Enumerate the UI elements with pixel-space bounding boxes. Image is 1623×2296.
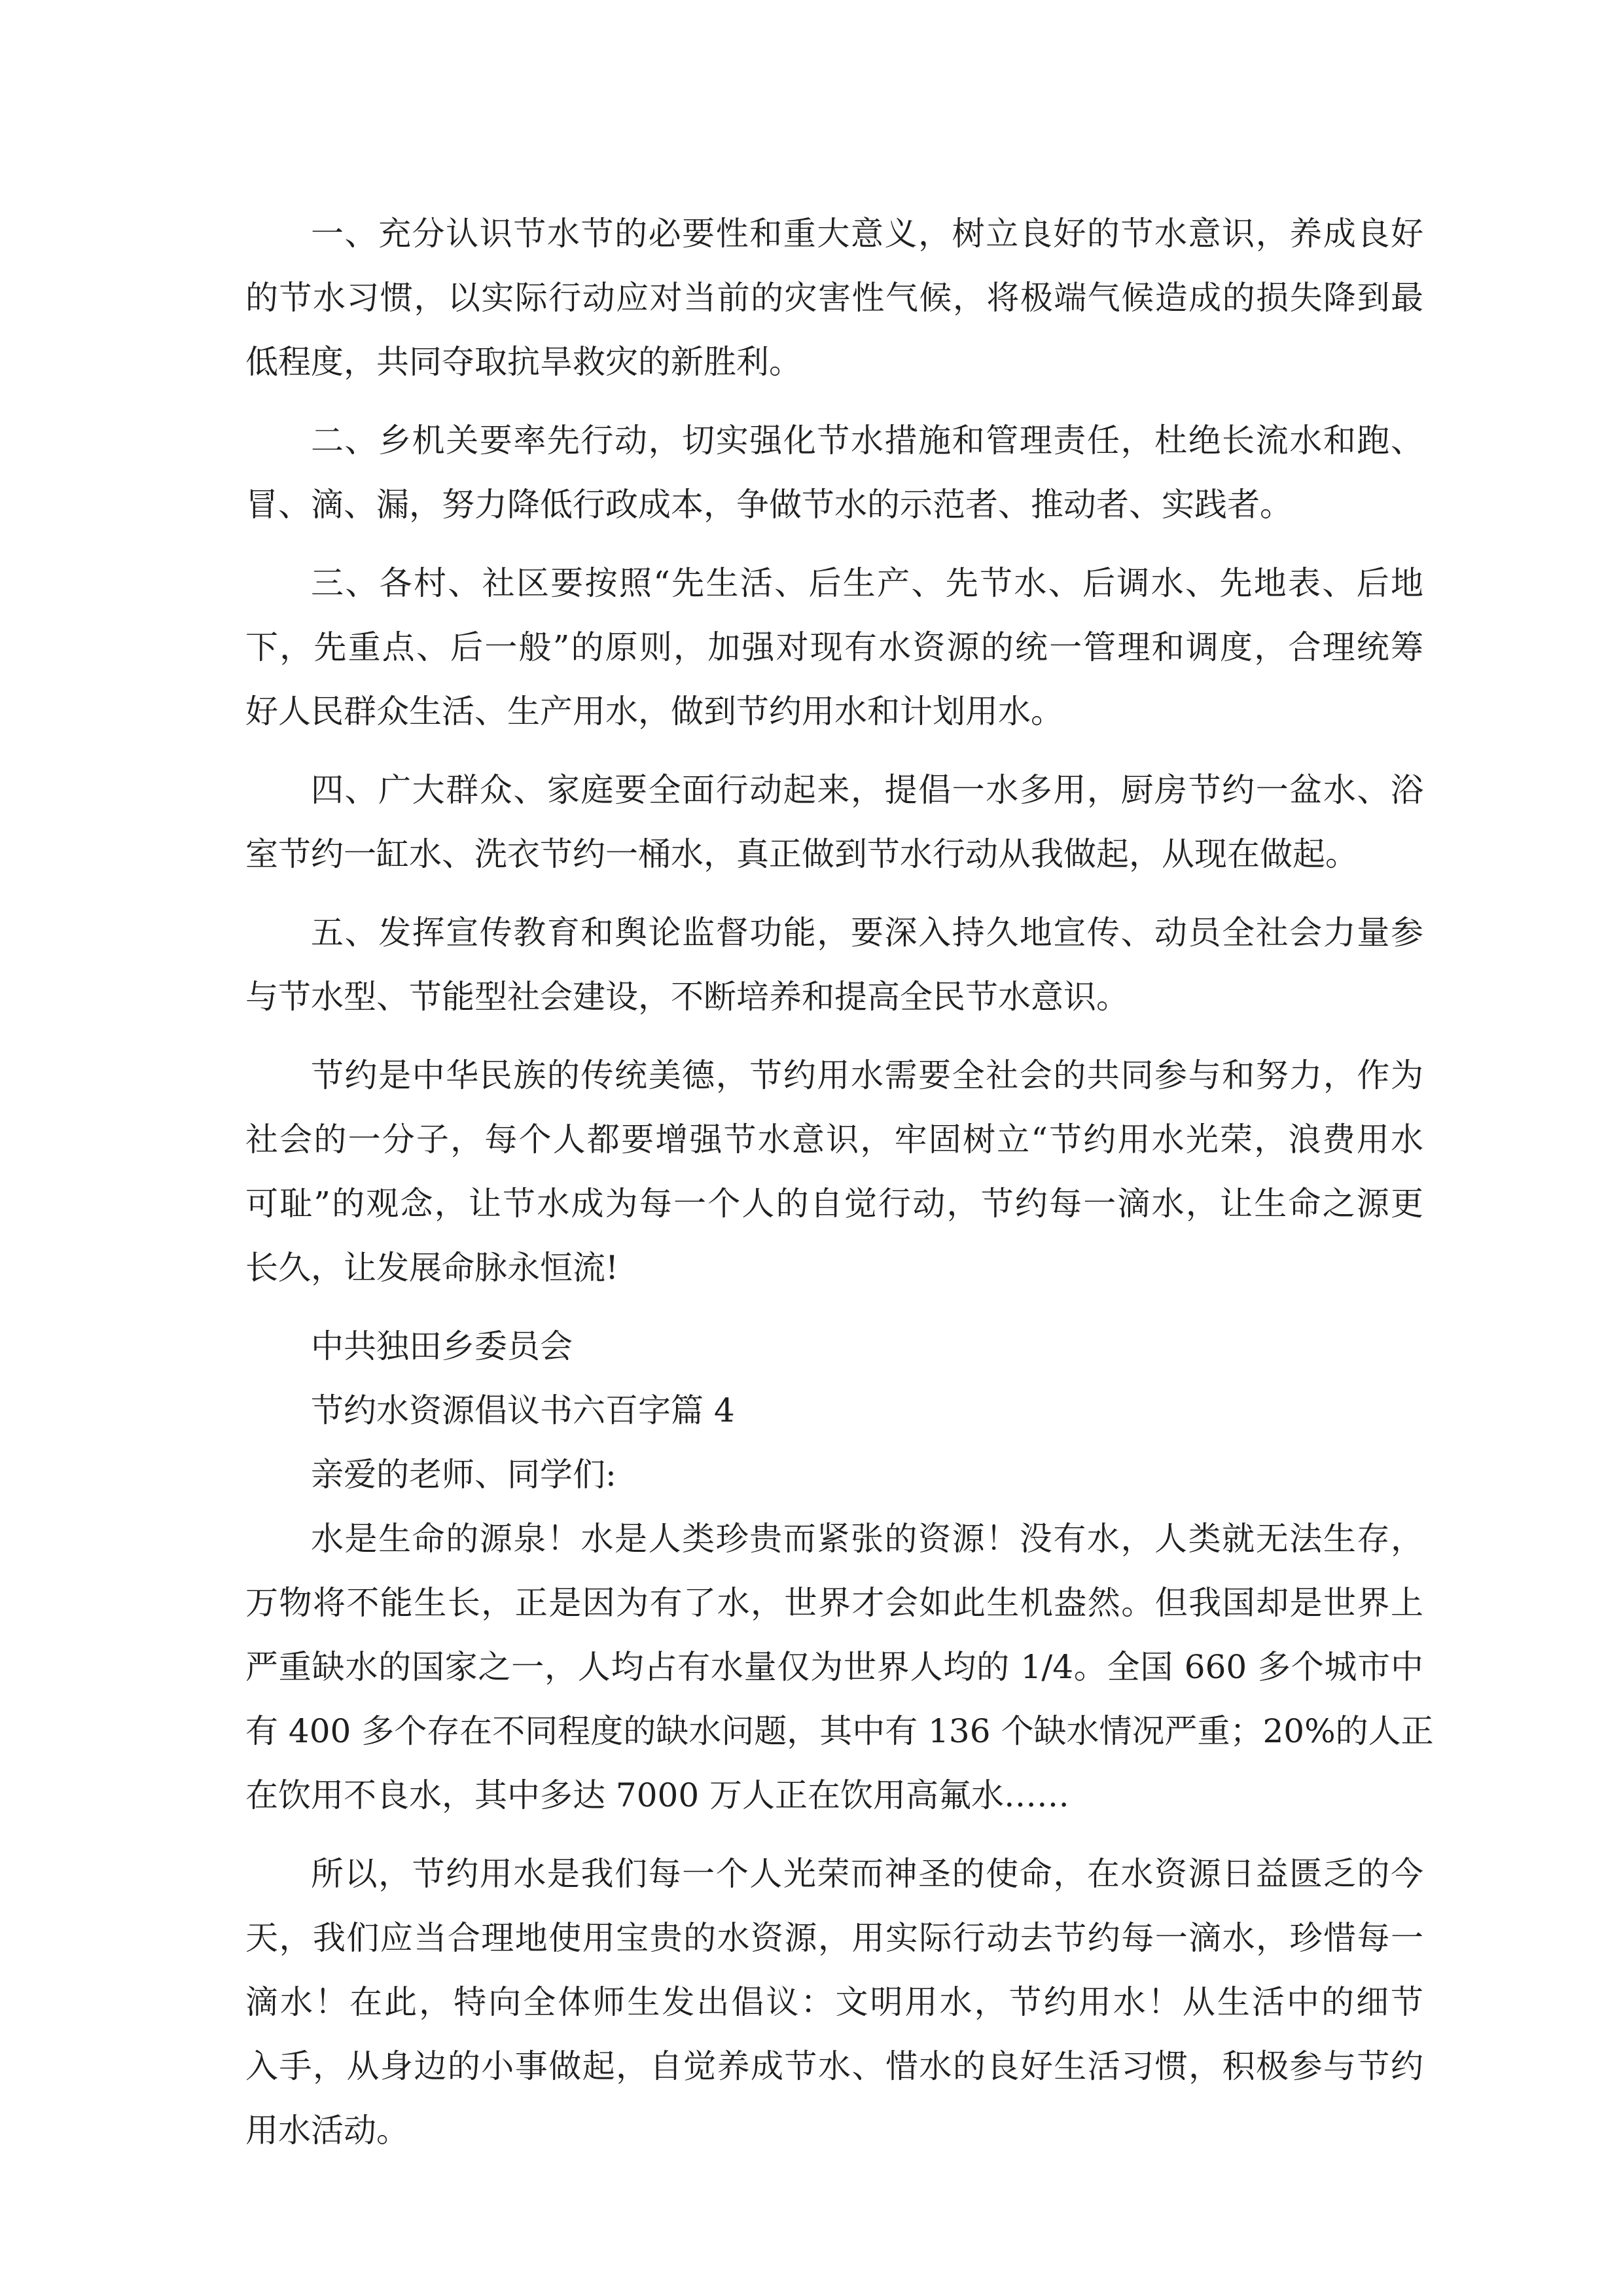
paragraph-line: 节约是中华民族的传统美德，节约用水需要全社会的共同参与和努力，作为 bbox=[311, 1056, 1423, 1094]
paragraph-line: 的节水习惯，以实际行动应对当前的灾害性气候，将极端气候造成的损失降到最 bbox=[245, 279, 1423, 317]
paragraph-7 bbox=[245, 1507, 1434, 1827]
paragraph-line: 在饮用不良水，其中多达 7000 万人正在饮用高氟水…… bbox=[245, 1776, 1070, 1814]
paragraph-line: 严重缺水的国家之一，人均占有水量仅为世界人均的 1/4。全国 660 多个城市中 bbox=[245, 1648, 1423, 1686]
paragraph-1 bbox=[245, 202, 1423, 394]
paragraph-line: 万物将不能生长，正是因为有了水，世界才会如此生机盎然。但我国却是世界上 bbox=[245, 1584, 1423, 1622]
paragraph-line: 用水活动。 bbox=[245, 2111, 409, 2149]
organization-signature bbox=[245, 1314, 1423, 1378]
section-title: 节约水资源倡议书六百字篇 4 bbox=[311, 1391, 735, 1429]
paragraph-line: 可耻”的观念，让节水成为每一个人的自觉行动，节约每一滴水，让生命之源更 bbox=[245, 1185, 1423, 1223]
paragraph-line: 天，我们应当合理地使用宝贵的水资源，用实际行动去节约每一滴水，珍惜每一 bbox=[245, 1919, 1423, 1957]
paragraph-line: 冒、滴、漏，努力降低行政成本，争做节水的示范者、推动者、实践者。 bbox=[245, 486, 1293, 524]
paragraph-line: 低程度，共同夺取抗旱救灾的新胜利。 bbox=[245, 343, 802, 381]
section-heading bbox=[245, 1378, 1423, 1443]
paragraph-line: 下，先重点、后一般”的原则，加强对现有水资源的统一管理和调度，合理统筹 bbox=[245, 628, 1423, 666]
paragraph-5 bbox=[245, 901, 1423, 1029]
paragraph-line: 三、各村、社区要按照“先生活、后生产、先节水、后调水、先地表、后地 bbox=[311, 564, 1423, 602]
paragraph-line: 入手，从身边的小事做起，自觉养成节水、惜水的良好生活习惯，积极参与节约 bbox=[245, 2047, 1423, 2085]
paragraph-2 bbox=[245, 408, 1423, 537]
paragraph-line: 二、乡机关要率先行动，切实强化节水措施和管理责任，杜绝长流水和跑、 bbox=[311, 422, 1423, 459]
paragraph-line: 一、充分认识节水节的必要性和重大意义，树立良好的节水意识，养成良好 bbox=[311, 215, 1423, 253]
paragraph-4 bbox=[245, 758, 1423, 886]
paragraph-line: 好人民群众生活、生产用水，做到节约用水和计划用水。 bbox=[245, 692, 1063, 730]
paragraph-line: 所以，节约用水是我们每一个人光荣而神圣的使命，在水资源日益匮乏的今 bbox=[311, 1855, 1423, 1893]
document-body bbox=[245, 202, 1434, 2177]
paragraph-line: 五、发挥宣传教育和舆论监督功能，要深入持久地宣传、动员全社会力量参 bbox=[311, 914, 1423, 952]
greeting: 亲爱的老师、同学们: bbox=[311, 1456, 616, 1494]
greeting-line bbox=[245, 1443, 1423, 1507]
paragraph-6 bbox=[245, 1043, 1423, 1300]
paragraph-line: 四、广大群众、家庭要全面行动起来，提倡一水多用，厨房节约一盆水、浴 bbox=[311, 771, 1423, 809]
paragraph-line: 滴水！在此，特向全体师生发出倡议：文明用水，节约用水！从生活中的细节 bbox=[245, 1983, 1423, 2021]
paragraph-line: 社会的一分子，每个人都要增强节水意识，牢固树立“节约用水光荣，浪费用水 bbox=[245, 1121, 1423, 1158]
paragraph-line: 与节水型、节能型社会建设，不断培养和提高全民节水意识。 bbox=[245, 978, 1129, 1016]
paragraph-line: 水是生命的源泉！水是人类珍贵而紧张的资源！没有水，人类就无法生存， bbox=[311, 1520, 1423, 1558]
paragraph-line: 有 400 多个存在不同程度的缺水问题，其中有 136 个缺水情况严重；20%的人正 bbox=[245, 1712, 1434, 1750]
paragraph-8 bbox=[245, 1842, 1423, 2162]
paragraph-line: 长久，让发展命脉永恒流! bbox=[245, 1249, 619, 1287]
paragraph-line: 室节约一缸水、洗衣节约一桶水，真正做到节水行动从我做起，从现在做起。 bbox=[245, 835, 1358, 873]
organization-name: 中共独田乡委员会 bbox=[311, 1327, 573, 1365]
paragraph-3 bbox=[245, 551, 1423, 744]
